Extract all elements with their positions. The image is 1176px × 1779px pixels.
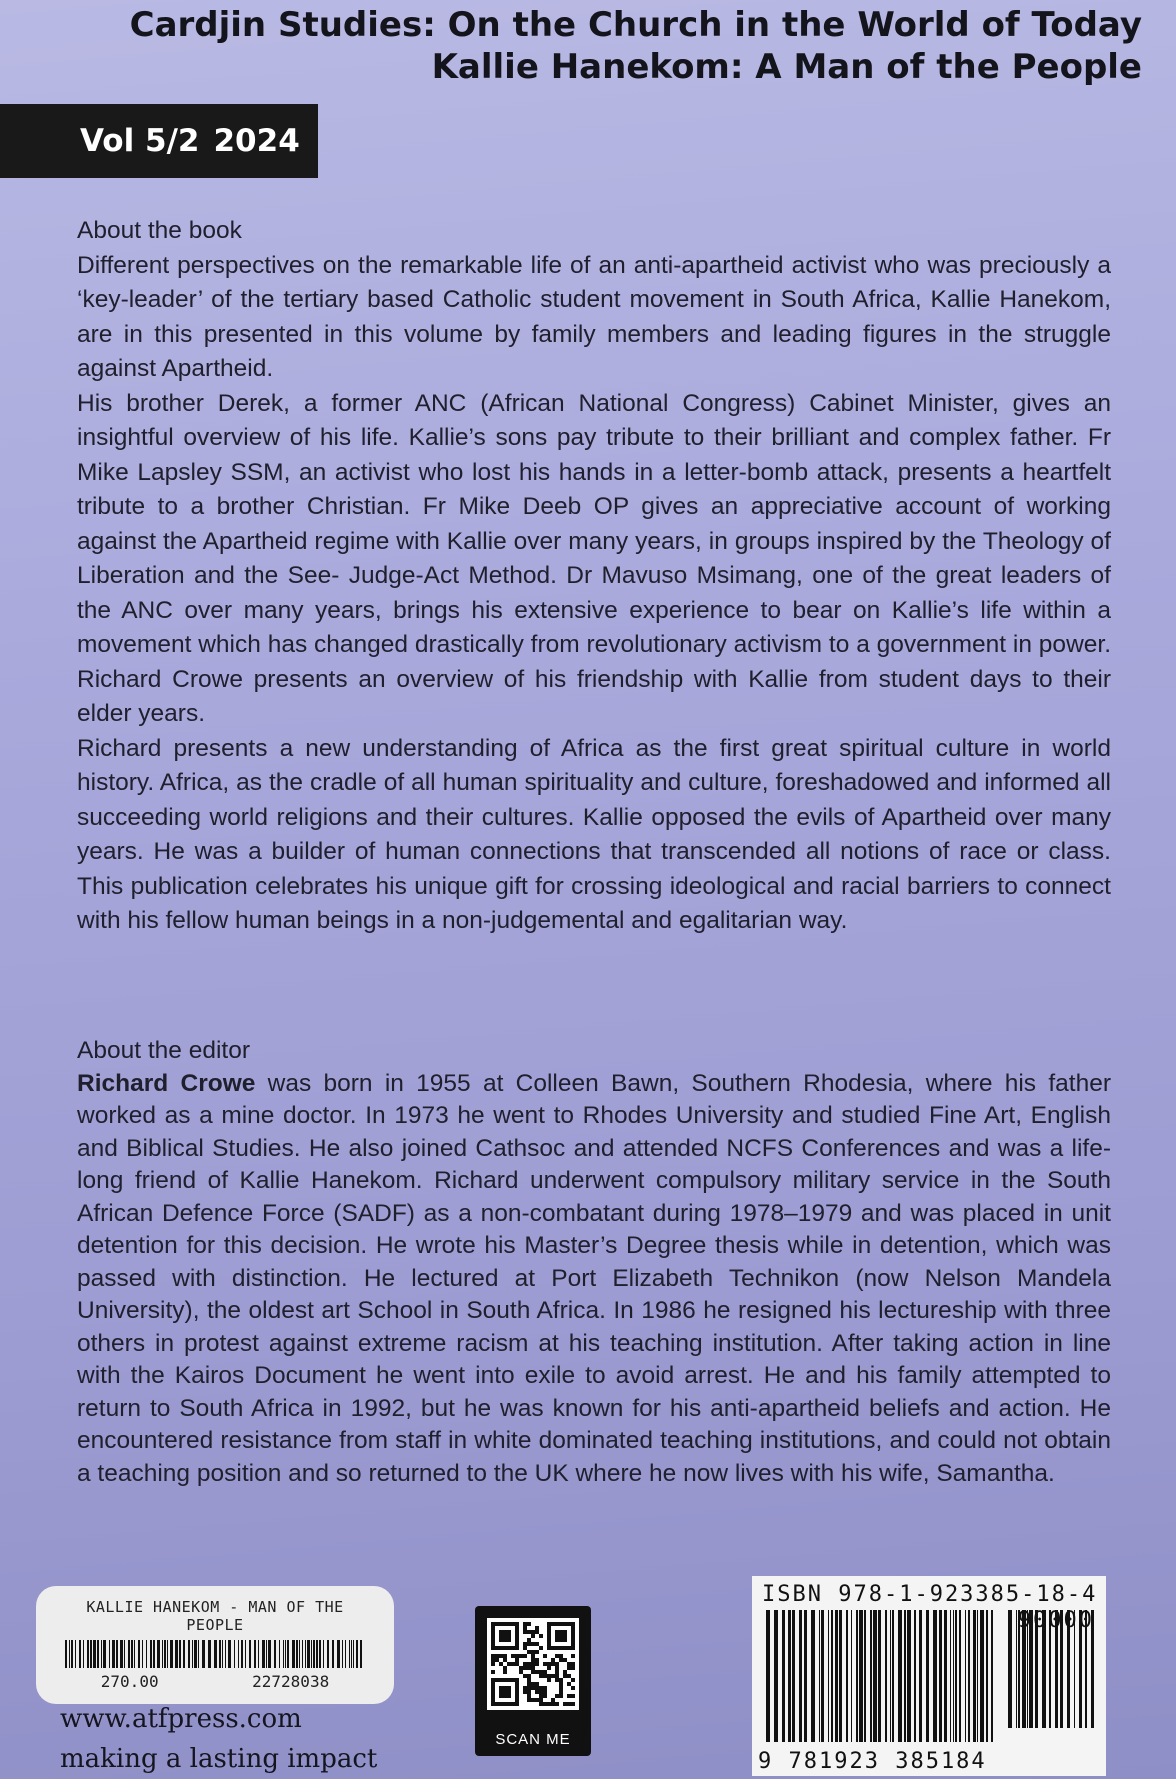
publisher-url[interactable]: www.atfpress.com — [60, 1704, 302, 1734]
volume-label: Vol 5/2 — [80, 123, 200, 159]
book-title: Kallie Hanekom: A Man of the People — [431, 47, 1142, 87]
isbn-barcode — [752, 1576, 1106, 1776]
isbn-number: ISBN 978-1-923385-18-4 — [762, 1582, 1098, 1607]
editor-bio — [77, 1068, 1111, 1491]
about-editor-heading: About the editor — [77, 1037, 250, 1064]
editor-name: Richard Crowe — [77, 1069, 256, 1097]
series-title: Cardjin Studies: On the Church in the World of Today — [129, 5, 1142, 45]
about-editor-section — [77, 1035, 1111, 1490]
cover-title — [130, 4, 1142, 88]
sticker-barcode — [65, 1640, 365, 1668]
about-book-section — [77, 214, 1111, 939]
volume-year: 2024 — [213, 123, 300, 159]
qr-code[interactable] — [475, 1606, 591, 1756]
about-book-paragraph: Different perspectives on the remarkable life of an anti-apartheid activist who was preciously a ‘key-leader’ of the tertiary based Catholic student movement in South Africa, Kallie Hanekom, are in this presented in this volume by family members and leading figures in the struggle against Apartheid. — [77, 251, 1111, 382]
sticker-code: 22728038 — [252, 1672, 330, 1691]
price-sticker — [36, 1586, 394, 1704]
sticker-price: 270.00 — [100, 1672, 159, 1691]
qr-code-icon — [487, 1618, 579, 1710]
barcode-bars — [762, 1610, 1096, 1750]
editor-bio-text: was born in 1955 at Colleen Bawn, Southern Rhodesia, where his father worked as a mine doctor. In 1973 he went to Rhodes University and studied Fine Art, English and Biblical Studies. He also joined Cathsoc and attended NCFS Conferences and was a life- long friend of Kallie Hanekom. Richard underwent compulsory military service in the South African Defence Force (SADF) as a non-combatant during 1978–1979 and was placed in unit detention for this decision. He wrote his Master’s Degree thesis while in detention, which was passed with distinction. He lectured at Port Elizabeth Technikon (now Nelson Mandela University), the oldest art School in South Africa. In 1986 he resigned his lectureship with three others in protest against extreme racism at his teaching institution. After taking action in line with the Kairos Document he went into exile to avoid arrest. He and his family attempted to return to South Africa in 1992, but he was known for his anti-apartheid beliefs and action. He encountered resistance from staff in white dominated teaching institutions, and could not obtain a teaching position and so returned to the UK where he now lives with his wife, Samantha. — [77, 1069, 1111, 1487]
qr-label: SCAN ME — [495, 1731, 571, 1748]
publisher-tagline: making a lasting impact — [60, 1744, 378, 1774]
about-book-paragraph: His brother Derek, a former ANC (African National Congress) Cabinet Minister, gives an insightful overview of his life. Kallie’s sons pay tribute to their brilliant and complex father. Fr Mike Lapsley SSM, an activist who lost his hands in a letter-bomb attack, presents a heartfelt tribute to a brother Christian. Fr Mike Deeb OP gives an appreciative account of working against the Apartheid regime with Kallie over many years, in groups inspired by the Theology of Liberation and the See- Judge-Act Method. Dr Mavuso Msimang, one of the great leaders of the ANC over many years, brings his extensive experience to bear on Kallie’s life within a movement which has changed drastically from revolutionary activism to a government in power. Richard Crowe presents an overview of his friendship with Kallie from student days to their elder years. — [77, 389, 1111, 727]
about-book-heading: About the book — [77, 217, 242, 244]
volume-banner — [0, 104, 318, 178]
about-book-paragraph: Richard presents a new understanding of Africa as the first great spiritual culture in world history. Africa, as the cradle of all human spirituality and culture, foreshadowed and informed all succeeding world religions and their cultures. Kallie opposed the evils of Apartheid over many years. He was a builder of human connections that transcended all notions of race or class. This publication celebrates his unique gift for crossing ideological and racial barriers to connect with his fellow human beings in a non-judgemental and egalitarian way. — [77, 734, 1111, 934]
ean-digits: 9 781923 385184 — [758, 1749, 987, 1774]
sticker-title: KALLIE HANEKOM - MAN OF THE PEOPLE — [86, 1598, 344, 1634]
